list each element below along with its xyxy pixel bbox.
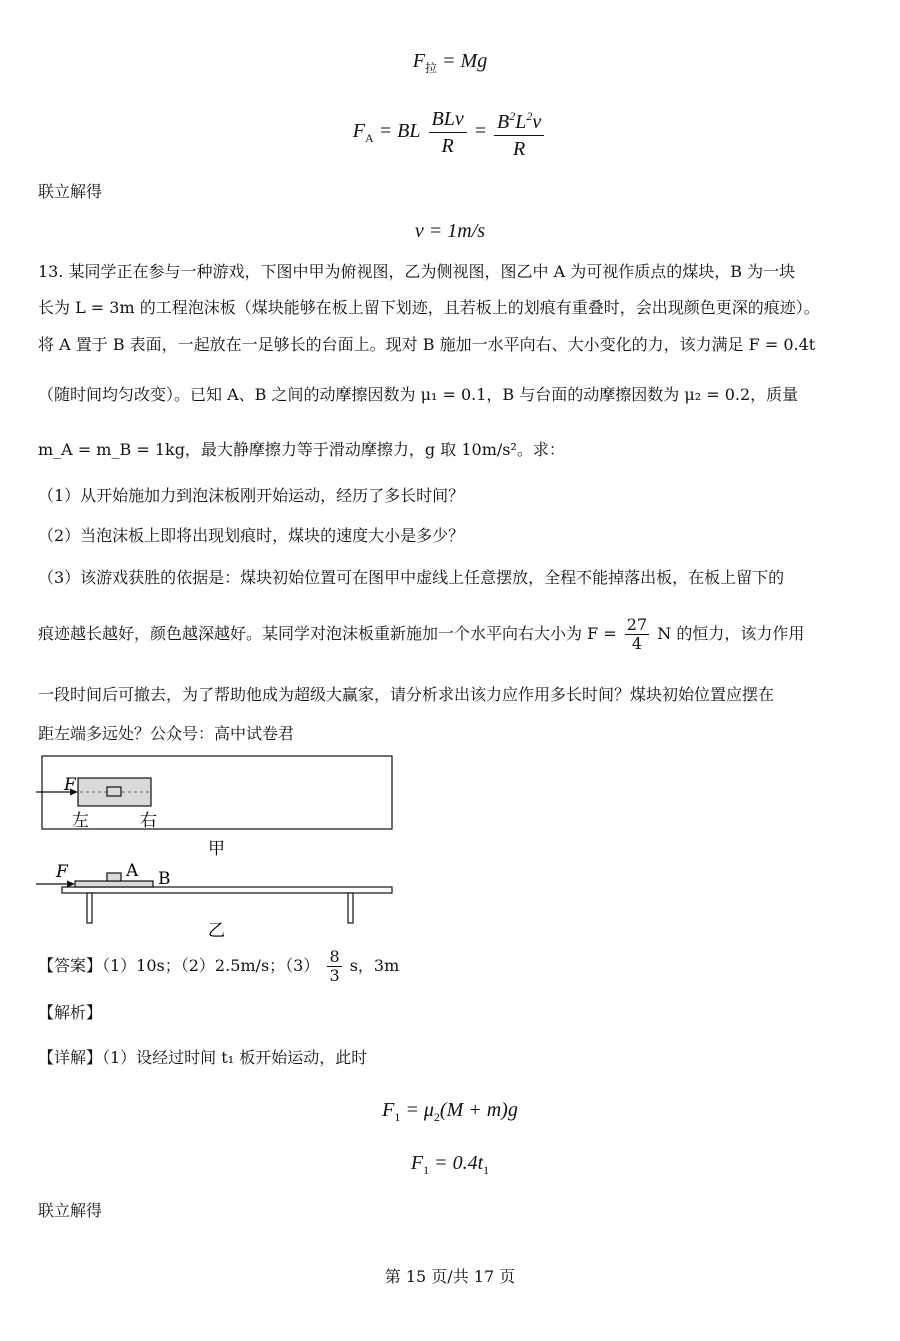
- caption-top-view: 甲: [208, 839, 225, 859]
- q13-part1: （1）从开始施加力到泡沫板刚开始运动，经历了多长时间？: [38, 486, 465, 505]
- fraction-b2l2v-r: $\frac{B^2L^2v}{R}$: [494, 104, 544, 161]
- q13-part2: （2）当泡沫板上即将出现划痕时，煤块的速度大小是多少？: [38, 526, 465, 545]
- label-force-side: F: [56, 862, 68, 882]
- q13-part3-line4: 距左端多远处？公众号：高中试卷君: [38, 724, 295, 743]
- answer-line: 【答案】（1）10s；（2）2.5m/s；（3） $\frac{8}{3}$ s，3m: [38, 947, 400, 985]
- equation-f1-friction: $F_1 = \mu_2(M + m)g$: [382, 1099, 518, 1124]
- figure-top-and-side-view: [30, 750, 410, 945]
- q13-line2: 长为 L = 3m 的工程泡沫板（煤块能够在板上留下划迹，且若板上的划痕有重叠时，会出现颜色更深的痕迹）。: [38, 298, 820, 317]
- caption-side-view: 乙: [208, 921, 225, 941]
- text-lianli-1: 联立解得: [38, 182, 103, 201]
- equation-v-result: v = 1m/s: [414, 220, 486, 242]
- table-leg-left: [87, 893, 92, 923]
- q13-line3: 将 A 置于 B 表面，一起放在一足够长的台面上。现对 B 施加一水平向右、大小变化的力，该力满足 F = 0.4t: [38, 335, 816, 354]
- label-board-b: B: [158, 869, 171, 889]
- equation-f1-time: $F_1 = 0.4t_1$: [410, 1152, 490, 1177]
- q13-part3-line2: 痕迹越长越好，颜色越深越好。某同学对泡沫板重新施加一个水平向右大小为 F = $\frac{27}{4}$ N 的恒力，该力作用: [38, 615, 805, 653]
- q13-part3-line1: （3）该游戏获胜的依据是：煤块初始位置可在图甲中虚线上任意摆放，全程不能掉落出板，在板上留下的: [38, 568, 785, 587]
- label-left: 左: [72, 811, 89, 831]
- q13-line1: 13. 某同学正在参与一种游戏，下图中甲为俯视图，乙为侧视图，图乙中 A 为可视作质点的煤块，B 为一块: [38, 262, 796, 281]
- equation-ampere-force: $F_A$ = BL $\frac{\text{BLv}}{R}$ = $\frac{B^2L^2v}{R}$: [0, 104, 900, 161]
- text-lianli-2: 联立解得: [38, 1201, 103, 1220]
- q13-part3-line3: 一段时间后可撤去，为了帮助他成为超级大赢家，请分析求出该力应作用多长时间？煤块初始位置应摆在: [38, 685, 775, 704]
- q13-line5: m_A = m_B = 1kg，最大静摩擦力等于滑动摩擦力，g 取 10m/s²。求：: [38, 440, 565, 459]
- table-leg-right: [348, 893, 353, 923]
- page-footer: 第 15 页/共 17 页: [384, 1267, 516, 1286]
- q13-line4: （随时间均匀改变）。已知 A、B 之间的动摩擦因数为 μ₁ = 0.1，B 与台面的动摩擦因数为 μ₂ = 0.2，质量: [38, 385, 799, 404]
- board-side-view: [75, 881, 153, 887]
- label-force-top: F: [64, 775, 76, 795]
- fraction-8-3: $\frac{8}{3}$: [329, 947, 340, 985]
- fraction-27-4: $\frac{27}{4}$: [626, 615, 648, 653]
- block-side-view: [107, 873, 121, 881]
- label-block-a: A: [126, 861, 139, 881]
- label-right: 右: [140, 811, 157, 831]
- detail-heading: 【详解】（1）设经过时间 t₁ 板开始运动，此时: [38, 1048, 368, 1067]
- analysis-heading: 【解析】: [38, 1003, 103, 1022]
- table-side-view: [62, 887, 392, 893]
- equation-pull-force: $F_拉 = Mg$: [412, 50, 488, 75]
- block-top-view: [107, 787, 121, 796]
- fraction-blv-r: $\frac{\text{BLv}}{R}$: [429, 107, 467, 158]
